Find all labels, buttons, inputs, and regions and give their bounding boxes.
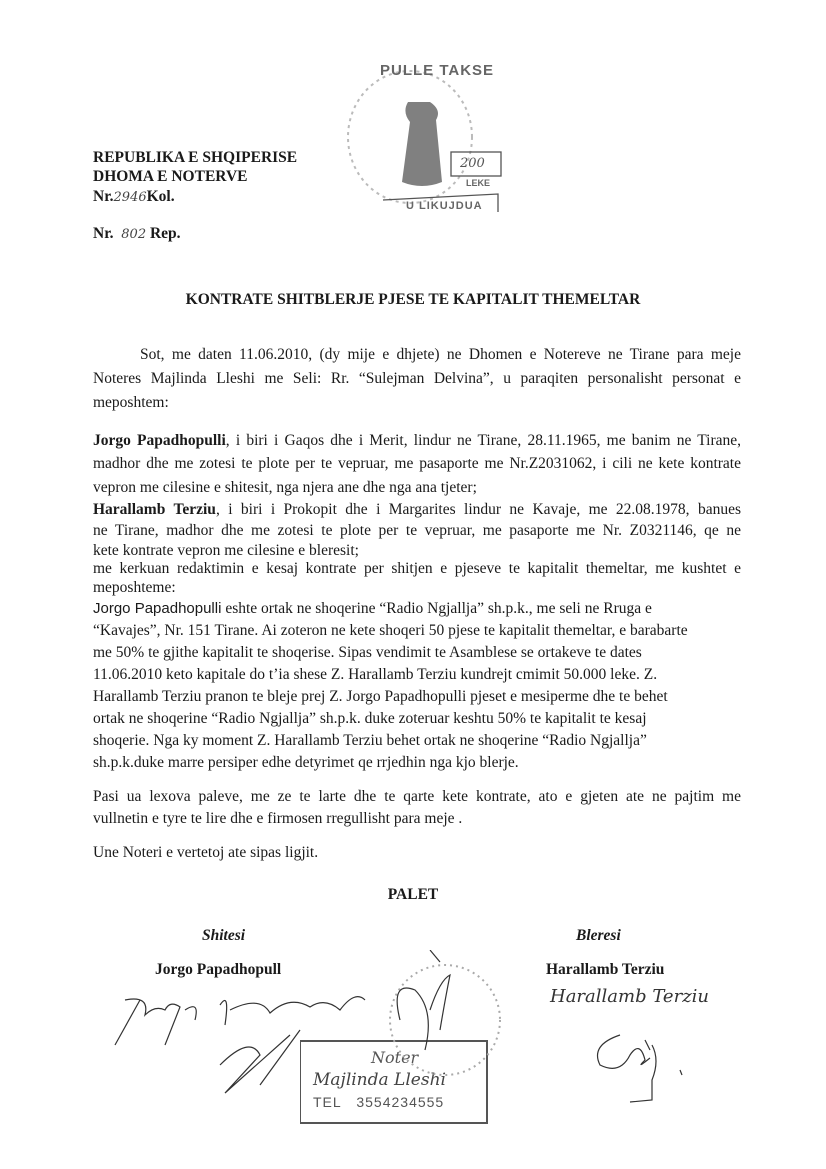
- tax-stamp-currency: LEKE: [466, 178, 491, 188]
- seller-role: Shitesi: [202, 927, 246, 944]
- certification: Une Noteri e vertetoj ate sipas ligjit.: [93, 844, 319, 861]
- buyer-line: meposhteme:: [93, 579, 176, 596]
- notary-name: Majlinda Lleshi: [313, 1070, 446, 1090]
- tax-stamp-amount: 200: [460, 156, 485, 171]
- closing-line: vullnetin e tyre te lire dhe e firmosen rregullisht para meje .: [93, 810, 463, 827]
- para1-line: meposhtem:: [93, 394, 169, 411]
- tax-stamp: [338, 62, 518, 222]
- kol-number-handwritten: 2946: [113, 190, 147, 205]
- parties-heading: PALET: [387, 886, 439, 903]
- tax-stamp-title: PULLE TAKSE: [380, 62, 495, 79]
- buyer-handwritten-name: Harallamb Terziu: [550, 986, 710, 1007]
- terms-line: me 50% te gjithe kapitalit te shoqerise. Sipas vendimit te Asamblese se ortakeve te dates: [93, 644, 642, 661]
- buyer-line: ne Tirane, madhor dhe me zotesi te plote per te vepruar, me pasaporte me Nr. Z0321146, qe ne: [93, 522, 741, 539]
- header-kol-number: Nr.2946Kol.: [93, 188, 175, 205]
- buyer-role: Bleresi: [576, 927, 621, 944]
- terms-line: 11.06.2010 keto kapitale do t’ia shese Z. Harallamb Terziu kundrejt cmimit 50.000 leke. Z.: [93, 666, 658, 683]
- seller-name: Jorgo Papadhopulli: [93, 432, 226, 449]
- notary-phone: TEL 3554234555: [313, 1094, 445, 1110]
- buyer-line: kete kontrate vepron me cilesine e bleresit;: [93, 542, 359, 559]
- terms-line: Jorgo Papadhopulli eshte ortak ne shoqerine “Radio Ngjallja” sh.p.k., me seli ne Rruga e: [93, 600, 652, 617]
- notary-role: Noter: [371, 1048, 419, 1067]
- terms-lead: Jorgo Papadhopulli: [93, 600, 222, 617]
- terms-line: “Kavajes”, Nr. 151 Tirane. Ai zoteron ne kete shoqeri 50 pjese te kapitalit themeltar, e barabarte: [93, 622, 688, 639]
- seller-line: Jorgo Papadhopulli, i biri i Gaqos dhe i Merit, lindur ne Tirane, 28.11.1965, me banim ne Tirane,: [93, 432, 741, 449]
- terms-line: Harallamb Terziu pranon te bleje prej Z. Jorgo Papadhopulli pjeset e mesiperme dhe te behet: [93, 688, 668, 705]
- seller-signature-name: Jorgo Papadhopull: [155, 961, 282, 978]
- seller-line: madhor dhe me zotesi te plote per te vepruar, me pasaporte me Nr.Z2031062, i cili ne kete kontrate: [93, 455, 741, 472]
- seller-line: vepron me cilesine e shitesit, nga njera ane dhe nga ana tjeter;: [93, 479, 477, 496]
- terms-line: shoqerie. Nga ky moment Z. Harallamb Terziu behet ortak ne shoqerine “Radio Ngjallja”: [93, 732, 647, 749]
- document-title: KONTRATE SHITBLERJE PJESE TE KAPITALIT THEMELTAR: [185, 291, 641, 308]
- buyer-line: me kerkuan redaktimin e kesaj kontrate per shitjen e pjeseve te kapitalit themeltar, me kushtet e: [93, 560, 741, 577]
- para1-line: Sot, me daten 11.06.2010, (dy mije e dhjete) ne Dhomen e Notereve ne Tirane para meje: [140, 346, 741, 363]
- buyer-line: Harallamb Terziu, i biri i Prokopit dhe i Margarites lindur ne Kavaje, me 22.08.1978, banues: [93, 501, 741, 518]
- header-republic: REPUBLIKA E SHQIPERISE: [93, 149, 298, 166]
- header-rep-number: Nr. 802 Rep.: [93, 225, 181, 242]
- tax-stamp-graphic: [338, 62, 518, 222]
- terms-line: ortak ne shoqerine “Radio Ngjallja” sh.p.k. duke zoteruar keshtu 50% te kapitalit te kesaj: [93, 710, 647, 727]
- closing-line: Pasi ua lexova paleve, me ze te larte dhe te qarte kete kontrate, ato e gjeten ate ne pajtim me: [93, 788, 741, 805]
- buyer-signature-name: Harallamb Terziu: [546, 961, 665, 978]
- header-chamber: DHOMA E NOTERVE: [93, 168, 248, 185]
- notary-seal-and-signature: [370, 950, 510, 1090]
- para1-line: Noteres Majlinda Lleshi me Seli: Rr. “Sulejman Delvina”, u paraqiten personalisht personat e: [93, 370, 741, 387]
- buyer-signature: [590, 1020, 690, 1110]
- buyer-name: Harallamb Terziu: [93, 501, 216, 518]
- rep-number-handwritten: 802: [121, 227, 147, 242]
- tax-stamp-status: U LIKUJDUA: [406, 200, 483, 212]
- terms-line: sh.p.k.duke marre persiper edhe detyrimet qe rrjedhin nga kjo blerje.: [93, 754, 519, 771]
